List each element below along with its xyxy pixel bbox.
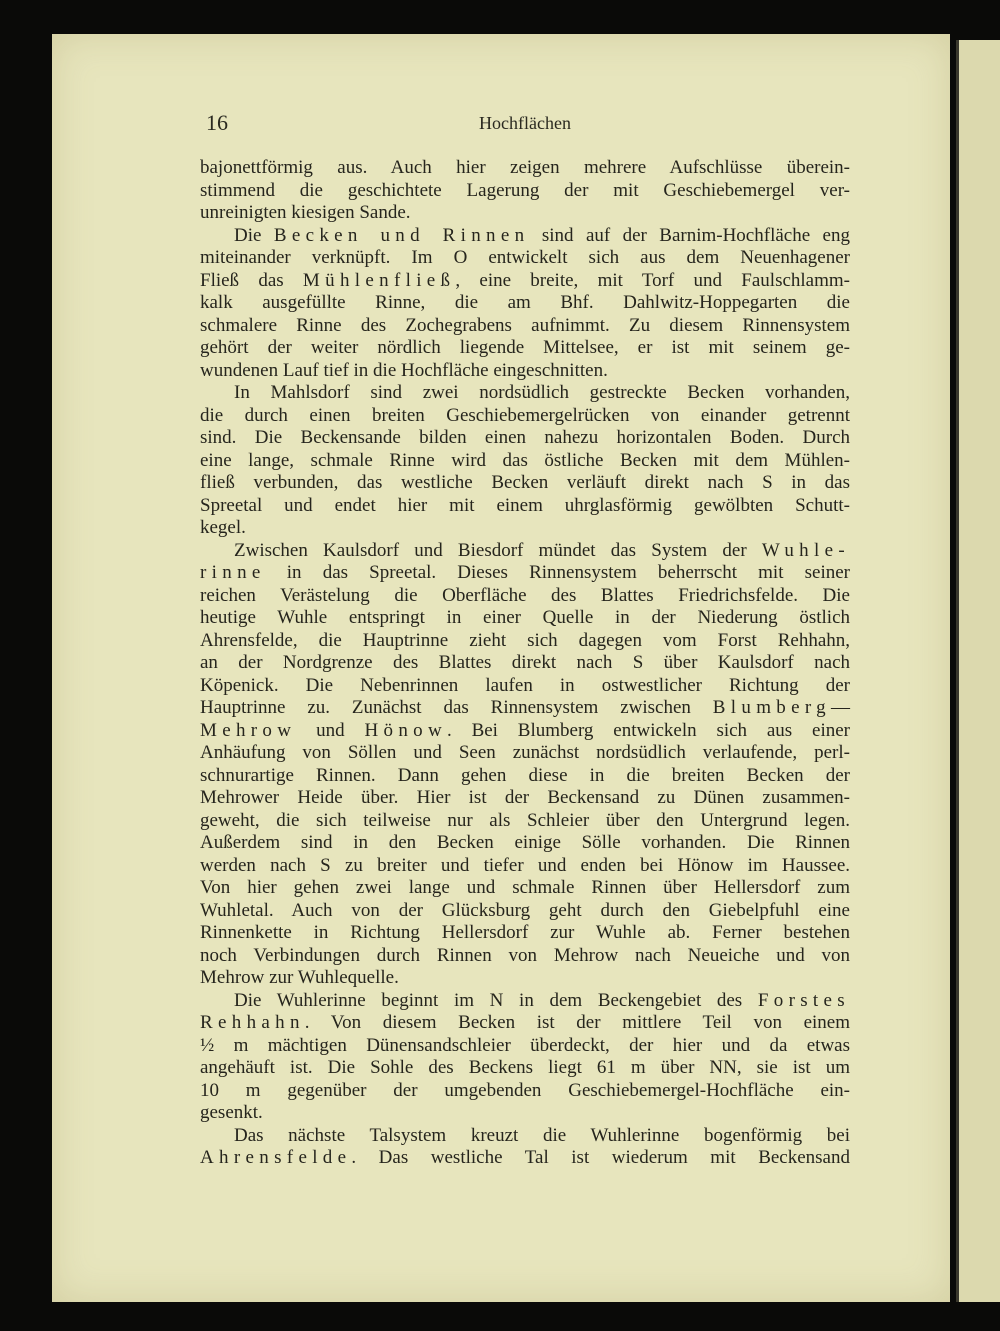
text-line [200,540,850,563]
text-run: sind auf der Barnim-Hochfläche eng [529,224,850,246]
text-line: reichen Verästelung die Oberfläche des Blattes Friedrichsfelde. Die [200,584,850,606]
spaced-emphasis: Wuhle- [761,539,850,561]
paragraph [200,540,850,990]
text-line: gesenkt. [200,1102,263,1123]
text-line [200,697,850,720]
body-text [200,157,850,1170]
text-run: . Bei Blumberg entwickeln sich aus einer [447,719,851,741]
paragraph [200,157,850,225]
text-line: unreinigten kiesigen Sande. [200,202,411,223]
text-line: Mehrow zur Wuhlequelle. [200,967,399,988]
text-line: Ahrensfelde, die Hauptrinne zieht sich dagegen vom Forst Rehhahn, [200,629,850,651]
text-line: 10 m gegenüber der umgebenden Geschiebemergel-Hochfläche ein- [200,1079,850,1101]
spaced-emphasis: Rehhahn [200,1012,305,1033]
text-run: in das Spreetal. Dieses Rinnensystem beherrscht mit seiner [265,562,850,583]
running-title: Hochflächen [479,113,571,133]
spaced-emphasis: Blumberg [712,697,831,718]
text-line: Rinnenkette in Richtung Hellersdorf zur Wuhle ab. Ferner bestehen [200,922,850,943]
text-run: . Von diesem Becken ist der mittlere Teil von einem [304,1012,850,1033]
text-line: stimmend die geschichtete Lagerung der mit Geschiebemergel ver- [200,179,850,201]
text-run: Die Wuhlerinne beginnt im N in dem Beckengebiet des [234,989,758,1011]
text-line: schnurartige Rinnen. Dann gehen diese in die breiten Becken der [200,764,850,786]
text-line [200,225,850,248]
text-run: Fließ das [200,269,303,291]
text-run: . Das westliche Tal ist wiederum mit Beckensand [351,1147,850,1168]
paragraph [200,382,850,540]
text-line: fließ verbunden, das westliche Becken verläuft direkt nach S in das [200,472,850,493]
text-line: angehäuft ist. Die Sohle des Beckens liegt 61 m über NN, sie ist um [200,1057,850,1078]
text-line: kalk ausgefüllte Rinne, die am Bhf. Dahlwitz-Hoppegarten die [200,292,850,313]
text-line [200,990,850,1013]
spaced-emphasis: Ahrensfelde [200,1147,352,1168]
text-line [200,562,850,585]
text-run: Zwischen Kaulsdorf und Biesdorf mündet das System der [234,539,762,561]
text-line [200,1012,850,1035]
text-line: Das nächste Talsystem kreuzt die Wuhlerinne bogenförmig bei [234,1124,850,1146]
text-line: Wuhletal. Auch von der Glücksburg geht durch den Giebelpfuhl eine [200,899,850,921]
spaced-emphasis: Mehrow [200,719,297,741]
text-line: an der Nordgrenze des Blattes direkt nach S über Kaulsdorf nach [200,652,850,673]
page-header [200,110,850,136]
text-line: ½ m mächtigen Dünensandschleier überdeckt, der hier und da etwas [200,1034,850,1056]
text-line: werden nach S zu breiter und tiefer und enden bei Hönow im Haussee. [200,854,850,876]
paragraph [200,225,850,383]
text-line [200,720,850,743]
text-line: Köpenick. Die Nebenrinnen laufen in ostwestlicher Richtung der [200,674,850,696]
text-line: In Mahlsdorf sind zwei nordsüdlich gestreckte Becken vorhanden, [234,382,850,403]
text-line: Mehrower Heide über. Hier ist der Beckensand zu Dünen zusammen- [200,787,850,808]
text-line: wundenen Lauf tief in die Hochfläche eingeschnitten. [200,359,608,381]
text-line: Spreetal und endet hier mit einem uhrglasförmig gewölbten Schutt- [200,494,850,516]
text-line: Außerdem sind in den Becken einige Sölle vorhanden. Die Rinnen [200,832,850,853]
text-line: Von hier gehen zwei lange und schmale Rinnen über Hellersdorf zum [200,877,850,898]
paragraph [200,990,850,1125]
adjacent-page-edge [956,40,1000,1302]
text-line: die durch einen breiten Geschiebemergelrücken von einander getrennt [200,404,850,426]
spaced-emphasis: Mühlenfließ [302,269,456,291]
text-line: bajonettförmig aus. Auch hier zeigen mehrere Aufschlüsse überein- [200,157,850,178]
text-line: gehört der weiter nördlich liegende Mittelsee, er ist mit seinem ge- [200,337,850,358]
text-run: Hauptrinne zu. Zunächst das Rinnensystem zwischen [200,697,713,718]
text-line: sind. Die Beckensande bilden einen nahezu horizontalen Boden. Durch [200,427,850,448]
text-line: schmalere Rinne des Zochegrabens aufnimmt. Zu diesem Rinnensystem [200,314,850,336]
spaced-emphasis: Forstes [757,989,850,1011]
text-run: Die [234,224,274,246]
spaced-emphasis: Becken und Rinnen [273,224,530,246]
text-line: geweht, die sich teilweise nur als Schleier über den Untergrund legen. [200,809,850,831]
text-line: eine lange, schmale Rinne wird das östliche Becken mit dem Mühlen- [200,449,850,471]
text-line [200,1147,850,1170]
paragraph [200,1125,850,1170]
text-line: heutige Wuhle entspringt in einer Quelle in der Niederung östlich [200,607,850,628]
text-line [200,270,850,293]
text-line: Anhäufung von Söllen und Seen zunächst nordsüdlich verlaufende, perl- [200,742,850,763]
spaced-emphasis: rinne [200,562,266,583]
text-line: kegel. [200,517,246,538]
page-number: 16 [206,110,228,135]
text-line: miteinander verknüpft. Im O entwickelt sich aus dem Neuenhagener [200,247,850,268]
spaced-emphasis: Hönow [364,719,447,741]
text-line: noch Verbindungen durch Rinnen von Mehrow nach Neueiche und von [200,944,850,966]
text-run: und [296,719,365,741]
text-run: — [831,697,850,718]
text-run: , eine breite, mit Torf und Faulschlamm- [455,269,850,291]
